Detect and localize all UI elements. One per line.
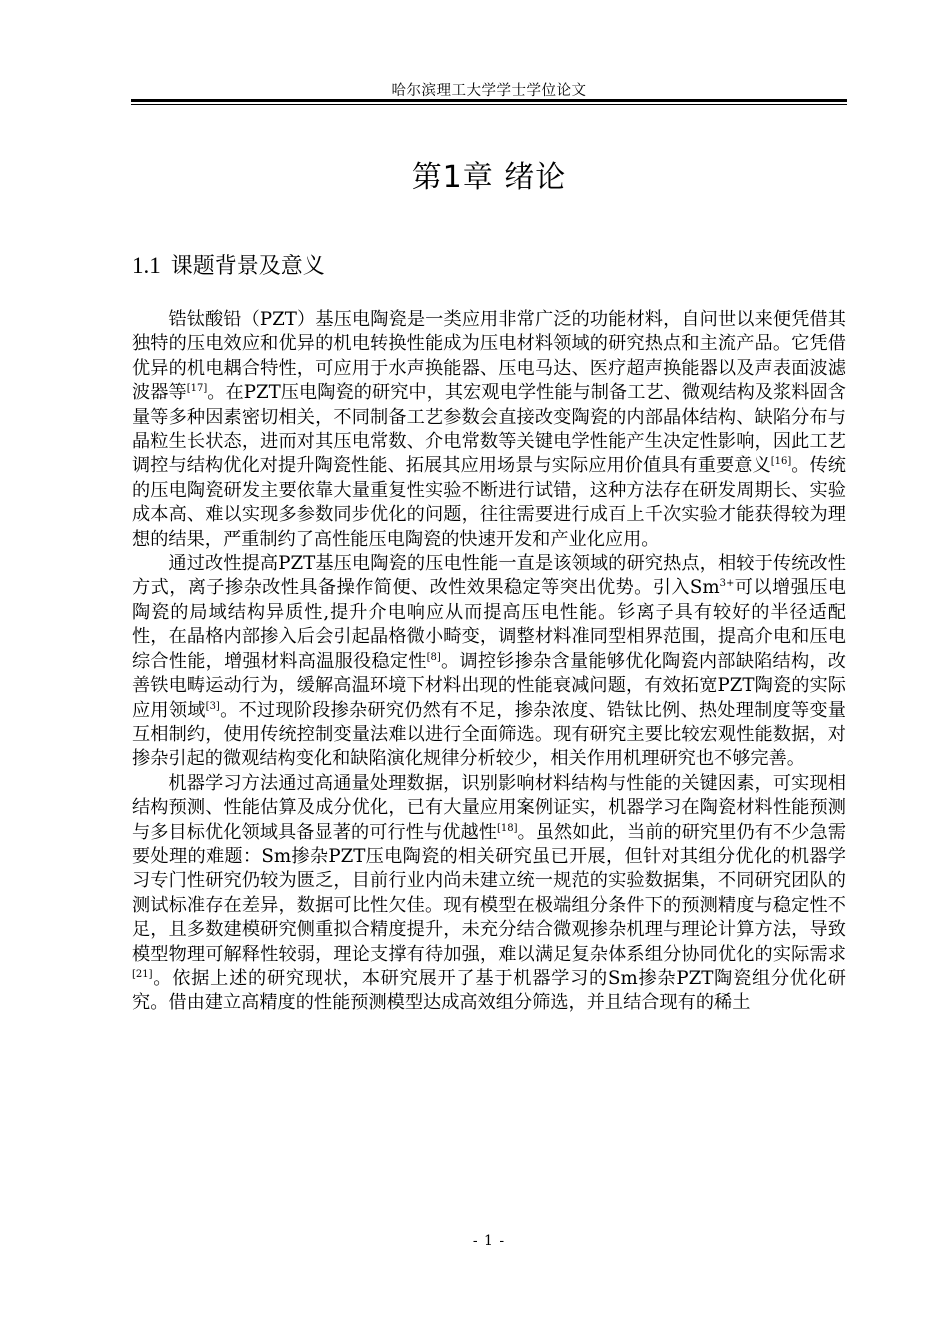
- header-rule-thin: [131, 104, 847, 105]
- chapter-title: 第1章 绪论: [411, 160, 567, 195]
- citation-superscript: [8]: [426, 651, 441, 663]
- citation-superscript: [21]: [132, 968, 153, 980]
- paragraph-text: 。在PZT压电陶瓷的研究中，其宏观电学性能与制备工艺、微观结构及浆料固含量等多种因素密切相关，不同制备工艺参数会直接改变陶瓷的内部晶体结构、缺陷分布与晶粒生长状态，进而对其压电常数、介电常数等关键电学性能产生决定性影响，因此工艺调控与结构优化对提升陶瓷性能、拓展其应用场景与实际应用价值具有重要意义: [132, 382, 846, 477]
- paragraph-text: 。虽然如此，当前的研究里仍有不少急需要处理的难题：Sm掺杂PZT压电陶瓷的相关研究虽已开展，但针对其组分优化的机器学习专门性研究仍较为匮乏，目前行业内尚未建立统一规范的实验数据集，不同研究团队的测试标准存在差异，数据可比性欠佳。现有模型在极端组分条件下的预测精度与稳定性不足，且多数建模研究侧重拟合精度提升，未充分结合微观掺杂机理与理论计算方法，导致模型物理可解释性较弱，理论支撑有待加强，难以满足复杂体系组分协同优化的实际需求: [132, 821, 846, 965]
- paragraph-text: 可以增强压电陶瓷的局域结构异质性,提升介电响应从而提高压电性能。钐离子具有较好的半径适配性，在晶格内部掺入后会引起晶格微小畸变，调整材料准同型相界范围，提高介电和压电综合性能，增强材料高温服役稳定性: [132, 577, 846, 672]
- citation-superscript: [18]: [496, 822, 518, 834]
- page-number: - 1 -: [472, 1233, 506, 1249]
- paragraph-text: 通过改性提高PZT基压电陶瓷的压电性能一直是该领域的研究热点，相较于传统改性方式，离子掺杂改性具备操作简便、改性效果稳定等突出优势。引入Sm: [132, 553, 846, 599]
- paragraph-text: 。传统的压电陶瓷研发主要依靠大量重复性实验不断进行试错，这种方法存在研发周期长、实验成本高、难以实现多参数同步优化的问题，往往需要进行成百上千次实验才能获得较为理想的结果，严重制约了高性能压电陶瓷的快速开发和产业化应用。: [132, 455, 846, 550]
- body-paragraph: [132, 772, 846, 1016]
- citation-superscript: [17]: [186, 383, 208, 395]
- body-text: [132, 308, 846, 1016]
- paragraph-text: 锆钛酸铅（PZT）基压电陶瓷是一类应用非常广泛的功能材料，自问世以来便凭借其独特的压电效应和优异的机电转换性能成为压电材料领域的研究热点和主流产品。它凭借优异的机电耦合特性，可应用于水声换能器、压电马达、医疗超声换能器以及声表面波滤波器等: [132, 309, 846, 404]
- paragraph-text: 机器学习方法通过高通量处理数据，识别影响材料结构与性能的关键因素，可实现相结构预测、性能估算及成分优化，已有大量应用案例证实，机器学习在陶瓷材料性能预测与多目标优化领域具备显著的可行性与优越性: [132, 772, 846, 843]
- section-title: 课题背景及意义: [170, 254, 325, 279]
- paragraph-text: 。依据上述的研究现状，本研究展开了基于机器学习的Sm掺杂PZT陶瓷组分优化研究。借由建立高精度的性能预测模型达成高效组分筛选，并且结合现有的稀土: [132, 967, 846, 1014]
- body-paragraph: [132, 552, 846, 772]
- running-header: 哈尔滨理工大学学士学位论文: [391, 83, 587, 99]
- paragraph-text: 。不过现阶段掺杂研究仍然有不足，掺杂浓度、锆钛比例、热处理制度等变量互相制约，使用传统控制变量法难以进行全面筛选。现有研究主要比较宏观性能数据，对掺杂引起的微观结构变化和缺陷演化规律分析较少，相关作用机理研究也不够完善。: [132, 699, 846, 770]
- section-heading: [132, 249, 325, 280]
- header-rule-thick: [131, 99, 847, 102]
- citation-superscript: [3]: [205, 700, 220, 712]
- section-number: 1.1: [132, 253, 161, 278]
- body-paragraph: [132, 308, 846, 552]
- paragraph-text: 。调控钐掺杂含量能够优化陶瓷内部缺陷结构，改善铁电畴运动行为，缓解高温环境下材料出现的性能衰减问题，有效拓宽PZT陶瓷的实际应用领域: [132, 650, 846, 721]
- citation-superscript: 3+: [719, 578, 735, 590]
- citation-superscript: [16]: [770, 456, 792, 468]
